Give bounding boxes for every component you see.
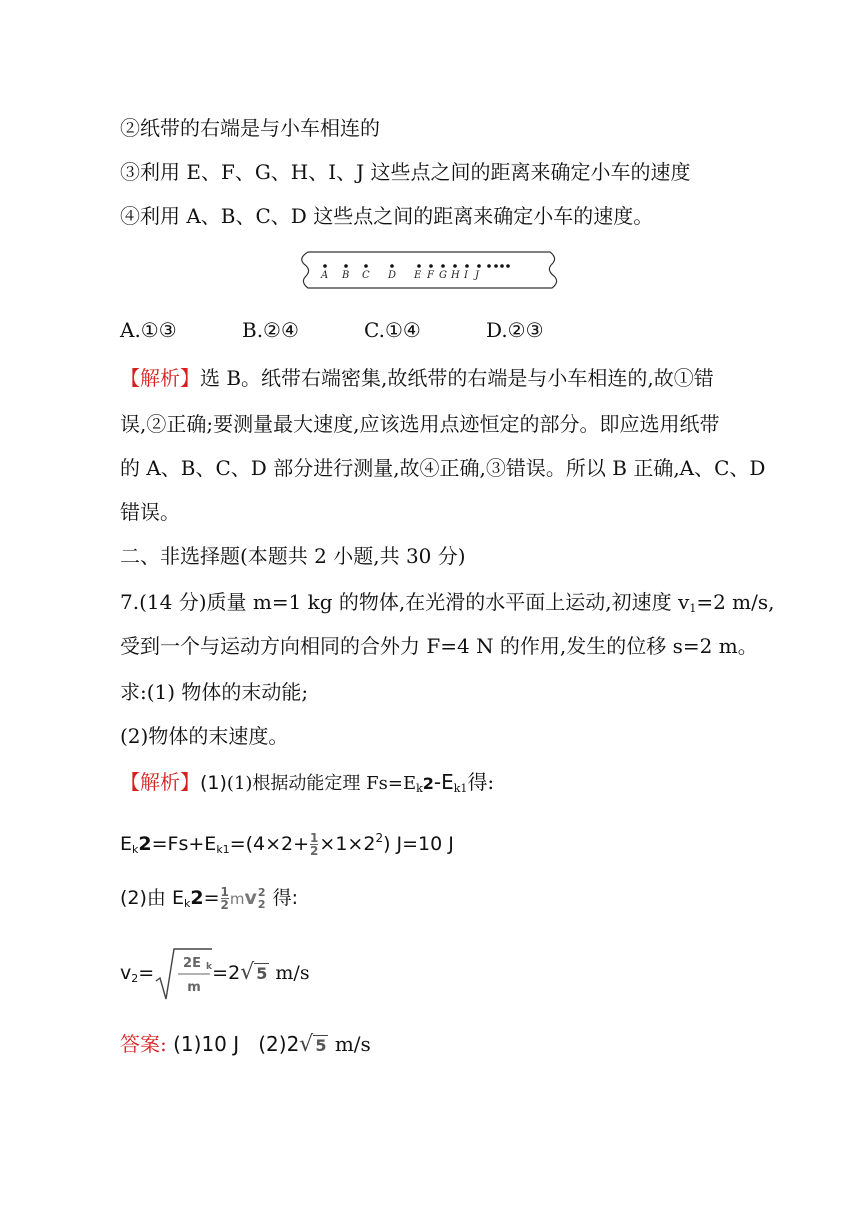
statement-3: ③利用 E、F、G、H、I、J 这些点之间的距离来确定小车的速度 (120, 160, 691, 184)
analysis6-line3: 的 A、B、C、D 部分进行测量,故④正确,③错误。所以 B 正确,A、C、D (120, 456, 766, 480)
option-a: A.①③ (120, 318, 177, 342)
tape-dots (323, 264, 510, 268)
statement-4: ④利用 A、B、C、D 这些点之间的距离来确定小车的速度。 (120, 204, 654, 228)
tape-label-d: D (388, 270, 397, 281)
svg-text:m: m (187, 979, 201, 995)
option-b: B.②④ (242, 318, 299, 342)
sqrt-2ek2-over-m (154, 945, 212, 1003)
statement-2: ②纸带的右端是与小车相连的 (120, 116, 380, 140)
analysis6-tag: 【解析】 (120, 366, 200, 390)
answer-options (120, 316, 544, 344)
paper-tape-diagram (300, 250, 562, 292)
svg-text:k2: k (206, 961, 213, 972)
sqrt-sign: √ (240, 960, 255, 985)
tape-label-f: F (427, 270, 434, 281)
fraction-one-half: 1 2 (310, 831, 319, 858)
tape-label-h: H (451, 270, 460, 281)
analysis6-line4: 错误。 (120, 500, 180, 524)
tape-label-j: J (475, 270, 480, 281)
q7-line1: 7.(14 分)质量 m=1 kg 的物体,在光滑的水平面上运动,初速度 $v_1=2$ m/s, (120, 590, 775, 615)
analysis7-equation1: $E_k2=Fs+E_{k1}=(4\times 2+1$ $2\times 1\times 2^2$) J=10 J (120, 831, 454, 858)
q7-line3: 求:(1) 物体的末动能; (120, 680, 309, 704)
section-2-heading: 二、非选择题(本题共 2 小题,共 30 分) (120, 544, 466, 568)
analysis7-velocity: $v_2=$ 2E k m =2√ 5 m/s (120, 944, 310, 1008)
q7-line2: 受到一个与运动方向相同的合外力 F=4 N 的作用,发生的位移 s=2 m。 (120, 634, 758, 658)
analysis6-line1: 【解析】选 B。纸带右端密集,故纸带的右端是与小车相连的,故①错 (120, 366, 714, 390)
tape-label-b: B (342, 270, 350, 281)
tape-label-g: G (439, 270, 447, 281)
analysis7-line1: 【解析】(1)(1)根据动能定理 $Fs=E_k2-E_{k1}$得: (120, 770, 495, 795)
tape-label-e: E (414, 270, 422, 281)
q7-line4: (2)物体的末速度。 (120, 724, 289, 748)
analysis6-line2: 误,②正确;要测量最大速度,应该选用点迹恒定的部分。即应选用纸带 (120, 412, 720, 436)
analysis7-step2: (2)由 $E_k2=1$ 2mv2 2 得: (120, 885, 298, 912)
analysis7-tag: 【解析】 (120, 770, 200, 794)
tape-label-c: C (362, 270, 370, 281)
answer-line: 答案: (1)10 J (2)2√ 5 m/s (120, 1032, 371, 1057)
svg-text:2E: 2E (183, 955, 202, 971)
tape-label-i: I (464, 270, 468, 281)
answer-tag: 答案: (120, 1032, 167, 1056)
tape-label-a: A (321, 270, 329, 281)
option-c: C.①④ (364, 318, 421, 342)
option-d: D.②③ (486, 318, 544, 342)
